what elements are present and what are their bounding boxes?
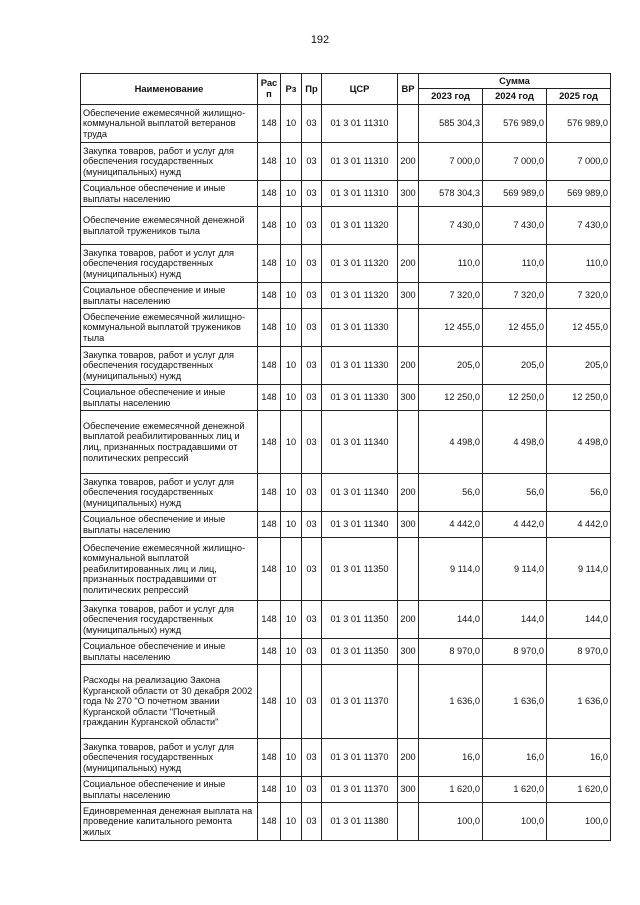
row-amount-2024: 576 989,0 xyxy=(483,105,547,143)
row-name: Социальное обеспечение и иные выплаты населению xyxy=(81,777,258,803)
row-amount-2024: 569 989,0 xyxy=(483,181,547,207)
row-vr xyxy=(398,665,419,739)
row-rz: 10 xyxy=(281,803,302,841)
row-name: Социальное обеспечение и иные выплаты населению xyxy=(81,283,258,309)
row-rz: 10 xyxy=(281,777,302,803)
row-rz: 10 xyxy=(281,283,302,309)
row-pr: 03 xyxy=(302,538,322,601)
header-vr: ВР xyxy=(398,74,419,105)
row-amount-2025: 100,0 xyxy=(547,803,611,841)
table-row xyxy=(81,803,611,841)
row-csr: 01 3 01 11320 xyxy=(322,245,398,283)
row-amount-2025: 110,0 xyxy=(547,245,611,283)
row-ras: 148 xyxy=(258,309,281,347)
table-row xyxy=(81,207,611,245)
row-name: Закупка товаров, работ и услуг для обеспечения государственных (муниципальных) нужд xyxy=(81,245,258,283)
row-name: Расходы на реализацию Закона Курганской области от 30 декабря 2002 года № 270 "О почетном звании Курганской области "Почетный гражданин Курганской области" xyxy=(81,665,258,739)
row-amount-2025: 7 430,0 xyxy=(547,207,611,245)
row-ras: 148 xyxy=(258,105,281,143)
row-amount-2023: 585 304,3 xyxy=(419,105,483,143)
row-amount-2025: 4 442,0 xyxy=(547,512,611,538)
header-year-2025: 2025 год xyxy=(547,89,611,105)
table-row xyxy=(81,777,611,803)
row-rz: 10 xyxy=(281,601,302,639)
row-vr: 200 xyxy=(398,474,419,512)
row-amount-2023: 1 636,0 xyxy=(419,665,483,739)
row-name: Закупка товаров, работ и услуг для обеспечения государственных (муниципальных) нужд xyxy=(81,143,258,181)
row-vr xyxy=(398,105,419,143)
row-amount-2024: 9 114,0 xyxy=(483,538,547,601)
header-name: Наименование xyxy=(81,74,258,105)
row-amount-2023: 16,0 xyxy=(419,739,483,777)
row-vr: 300 xyxy=(398,777,419,803)
row-rz: 10 xyxy=(281,181,302,207)
row-csr: 01 3 01 11320 xyxy=(322,207,398,245)
row-csr: 01 3 01 11370 xyxy=(322,739,398,777)
row-name: Закупка товаров, работ и услуг для обеспечения государственных (муниципальных) нужд xyxy=(81,474,258,512)
header-ras: Рас п xyxy=(258,74,281,105)
row-ras: 148 xyxy=(258,283,281,309)
row-vr: 300 xyxy=(398,283,419,309)
row-amount-2023: 12 250,0 xyxy=(419,385,483,411)
row-csr: 01 3 01 11330 xyxy=(322,347,398,385)
row-amount-2025: 7 000,0 xyxy=(547,143,611,181)
row-amount-2024: 205,0 xyxy=(483,347,547,385)
row-pr: 03 xyxy=(302,347,322,385)
row-ras: 148 xyxy=(258,639,281,665)
row-ras: 148 xyxy=(258,411,281,474)
row-rz: 10 xyxy=(281,309,302,347)
row-amount-2025: 12 455,0 xyxy=(547,309,611,347)
row-vr: 200 xyxy=(398,143,419,181)
row-amount-2023: 110,0 xyxy=(419,245,483,283)
row-ras: 148 xyxy=(258,601,281,639)
row-amount-2024: 12 455,0 xyxy=(483,309,547,347)
row-amount-2025: 205,0 xyxy=(547,347,611,385)
row-amount-2023: 205,0 xyxy=(419,347,483,385)
row-name: Обеспечение ежемесячной денежной выплатой реабилитированных лиц и лиц, признанных пострадавшими от политических репрессий xyxy=(81,411,258,474)
row-name: Социальное обеспечение и иные выплаты населению xyxy=(81,385,258,411)
row-pr: 03 xyxy=(302,245,322,283)
row-name: Социальное обеспечение и иные выплаты населению xyxy=(81,639,258,665)
row-amount-2023: 7 320,0 xyxy=(419,283,483,309)
row-ras: 148 xyxy=(258,512,281,538)
table-body xyxy=(81,105,611,841)
row-ras: 148 xyxy=(258,474,281,512)
row-csr: 01 3 01 11330 xyxy=(322,309,398,347)
row-pr: 03 xyxy=(302,777,322,803)
row-vr: 200 xyxy=(398,347,419,385)
row-amount-2025: 144,0 xyxy=(547,601,611,639)
row-rz: 10 xyxy=(281,512,302,538)
row-vr xyxy=(398,309,419,347)
row-amount-2025: 569 989,0 xyxy=(547,181,611,207)
row-amount-2024: 1 636,0 xyxy=(483,665,547,739)
row-amount-2024: 8 970,0 xyxy=(483,639,547,665)
row-amount-2023: 12 455,0 xyxy=(419,309,483,347)
row-amount-2025: 7 320,0 xyxy=(547,283,611,309)
row-vr: 300 xyxy=(398,639,419,665)
table-row xyxy=(81,347,611,385)
row-vr: 300 xyxy=(398,512,419,538)
budget-table xyxy=(80,73,611,841)
row-amount-2023: 7 430,0 xyxy=(419,207,483,245)
row-amount-2025: 8 970,0 xyxy=(547,639,611,665)
header-rz: Рз xyxy=(281,74,302,105)
row-rz: 10 xyxy=(281,474,302,512)
row-pr: 03 xyxy=(302,105,322,143)
row-rz: 10 xyxy=(281,411,302,474)
row-pr: 03 xyxy=(302,309,322,347)
table-row xyxy=(81,283,611,309)
header-year-2024: 2024 год xyxy=(483,89,547,105)
page-number: 192 xyxy=(310,34,330,46)
row-amount-2024: 16,0 xyxy=(483,739,547,777)
row-vr: 300 xyxy=(398,385,419,411)
row-pr: 03 xyxy=(302,283,322,309)
row-name: Обеспечение ежемесячной жилищно-коммунальной выплатой тружеников тыла xyxy=(81,309,258,347)
row-name: Закупка товаров, работ и услуг для обеспечения государственных (муниципальных) нужд xyxy=(81,739,258,777)
row-ras: 148 xyxy=(258,777,281,803)
row-csr: 01 3 01 11370 xyxy=(322,665,398,739)
row-amount-2023: 4 442,0 xyxy=(419,512,483,538)
row-name: Социальное обеспечение и иные выплаты населению xyxy=(81,512,258,538)
row-vr: 200 xyxy=(398,245,419,283)
table-row xyxy=(81,143,611,181)
row-pr: 03 xyxy=(302,143,322,181)
row-ras: 148 xyxy=(258,143,281,181)
row-rz: 10 xyxy=(281,538,302,601)
row-rz: 10 xyxy=(281,739,302,777)
table-row xyxy=(81,601,611,639)
row-rz: 10 xyxy=(281,665,302,739)
table-row xyxy=(81,245,611,283)
row-csr: 01 3 01 11310 xyxy=(322,181,398,207)
row-amount-2024: 7 430,0 xyxy=(483,207,547,245)
table-row xyxy=(81,309,611,347)
row-csr: 01 3 01 11370 xyxy=(322,777,398,803)
row-rz: 10 xyxy=(281,245,302,283)
row-rz: 10 xyxy=(281,143,302,181)
row-name: Социальное обеспечение и иные выплаты населению xyxy=(81,181,258,207)
header-sum: Сумма xyxy=(419,74,611,89)
row-amount-2024: 110,0 xyxy=(483,245,547,283)
row-amount-2024: 7 000,0 xyxy=(483,143,547,181)
row-amount-2024: 100,0 xyxy=(483,803,547,841)
row-pr: 03 xyxy=(302,665,322,739)
row-pr: 03 xyxy=(302,639,322,665)
row-csr: 01 3 01 11320 xyxy=(322,283,398,309)
header-csr: ЦСР xyxy=(322,74,398,105)
row-amount-2025: 4 498,0 xyxy=(547,411,611,474)
table-row xyxy=(81,538,611,601)
row-pr: 03 xyxy=(302,512,322,538)
row-amount-2023: 4 498,0 xyxy=(419,411,483,474)
row-name: Обеспечение ежемесячной жилищно-коммунальной выплатой ветеранов труда xyxy=(81,105,258,143)
row-csr: 01 3 01 11350 xyxy=(322,601,398,639)
row-amount-2024: 4 442,0 xyxy=(483,512,547,538)
row-pr: 03 xyxy=(302,385,322,411)
row-name: Закупка товаров, работ и услуг для обеспечения государственных (муниципальных) нужд xyxy=(81,601,258,639)
table-row xyxy=(81,665,611,739)
row-amount-2023: 9 114,0 xyxy=(419,538,483,601)
row-ras: 148 xyxy=(258,347,281,385)
row-amount-2023: 100,0 xyxy=(419,803,483,841)
header-pr: Пр xyxy=(302,74,322,105)
row-vr xyxy=(398,411,419,474)
row-ras: 148 xyxy=(258,385,281,411)
row-name: Обеспечение ежемесячной денежной выплатой тружеников тыла xyxy=(81,207,258,245)
row-ras: 148 xyxy=(258,665,281,739)
row-amount-2024: 56,0 xyxy=(483,474,547,512)
row-ras: 148 xyxy=(258,803,281,841)
row-pr: 03 xyxy=(302,739,322,777)
row-vr: 200 xyxy=(398,601,419,639)
row-amount-2024: 7 320,0 xyxy=(483,283,547,309)
row-name: Обеспечение ежемесячной жилищно-коммунальной выплатой реабилитированных лиц и лиц, признанных пострадавшими от политических репрессий xyxy=(81,538,258,601)
row-csr: 01 3 01 11350 xyxy=(322,639,398,665)
row-rz: 10 xyxy=(281,105,302,143)
table-row xyxy=(81,512,611,538)
row-csr: 01 3 01 11350 xyxy=(322,538,398,601)
header-year-2023: 2023 год xyxy=(419,89,483,105)
row-amount-2023: 144,0 xyxy=(419,601,483,639)
row-amount-2024: 1 620,0 xyxy=(483,777,547,803)
row-rz: 10 xyxy=(281,347,302,385)
row-pr: 03 xyxy=(302,207,322,245)
row-amount-2025: 1 620,0 xyxy=(547,777,611,803)
row-vr: 300 xyxy=(398,181,419,207)
row-amount-2025: 56,0 xyxy=(547,474,611,512)
table-row xyxy=(81,639,611,665)
row-amount-2025: 9 114,0 xyxy=(547,538,611,601)
row-pr: 03 xyxy=(302,411,322,474)
row-ras: 148 xyxy=(258,739,281,777)
row-pr: 03 xyxy=(302,601,322,639)
row-pr: 03 xyxy=(302,474,322,512)
row-csr: 01 3 01 11340 xyxy=(322,512,398,538)
row-csr: 01 3 01 11340 xyxy=(322,411,398,474)
row-amount-2025: 12 250,0 xyxy=(547,385,611,411)
row-ras: 148 xyxy=(258,538,281,601)
row-vr xyxy=(398,207,419,245)
row-amount-2023: 7 000,0 xyxy=(419,143,483,181)
row-vr xyxy=(398,803,419,841)
row-rz: 10 xyxy=(281,639,302,665)
table-row xyxy=(81,105,611,143)
row-amount-2023: 1 620,0 xyxy=(419,777,483,803)
row-ras: 148 xyxy=(258,181,281,207)
row-name: Закупка товаров, работ и услуг для обеспечения государственных (муниципальных) нужд xyxy=(81,347,258,385)
row-name: Единовременная денежная выплата на проведение капитального ремонта жилых xyxy=(81,803,258,841)
table-row xyxy=(81,385,611,411)
row-amount-2023: 56,0 xyxy=(419,474,483,512)
row-amount-2023: 578 304,3 xyxy=(419,181,483,207)
row-amount-2024: 12 250,0 xyxy=(483,385,547,411)
table-row xyxy=(81,181,611,207)
row-csr: 01 3 01 11380 xyxy=(322,803,398,841)
row-csr: 01 3 01 11310 xyxy=(322,105,398,143)
row-csr: 01 3 01 11310 xyxy=(322,143,398,181)
row-pr: 03 xyxy=(302,803,322,841)
row-vr: 200 xyxy=(398,739,419,777)
row-pr: 03 xyxy=(302,181,322,207)
row-rz: 10 xyxy=(281,385,302,411)
row-ras: 148 xyxy=(258,207,281,245)
row-vr xyxy=(398,538,419,601)
row-csr: 01 3 01 11340 xyxy=(322,474,398,512)
table-row xyxy=(81,739,611,777)
row-rz: 10 xyxy=(281,207,302,245)
row-amount-2023: 8 970,0 xyxy=(419,639,483,665)
row-ras: 148 xyxy=(258,245,281,283)
row-amount-2024: 144,0 xyxy=(483,601,547,639)
row-amount-2025: 576 989,0 xyxy=(547,105,611,143)
row-amount-2025: 1 636,0 xyxy=(547,665,611,739)
row-amount-2024: 4 498,0 xyxy=(483,411,547,474)
table-row xyxy=(81,411,611,474)
row-amount-2025: 16,0 xyxy=(547,739,611,777)
table-row xyxy=(81,474,611,512)
row-csr: 01 3 01 11330 xyxy=(322,385,398,411)
